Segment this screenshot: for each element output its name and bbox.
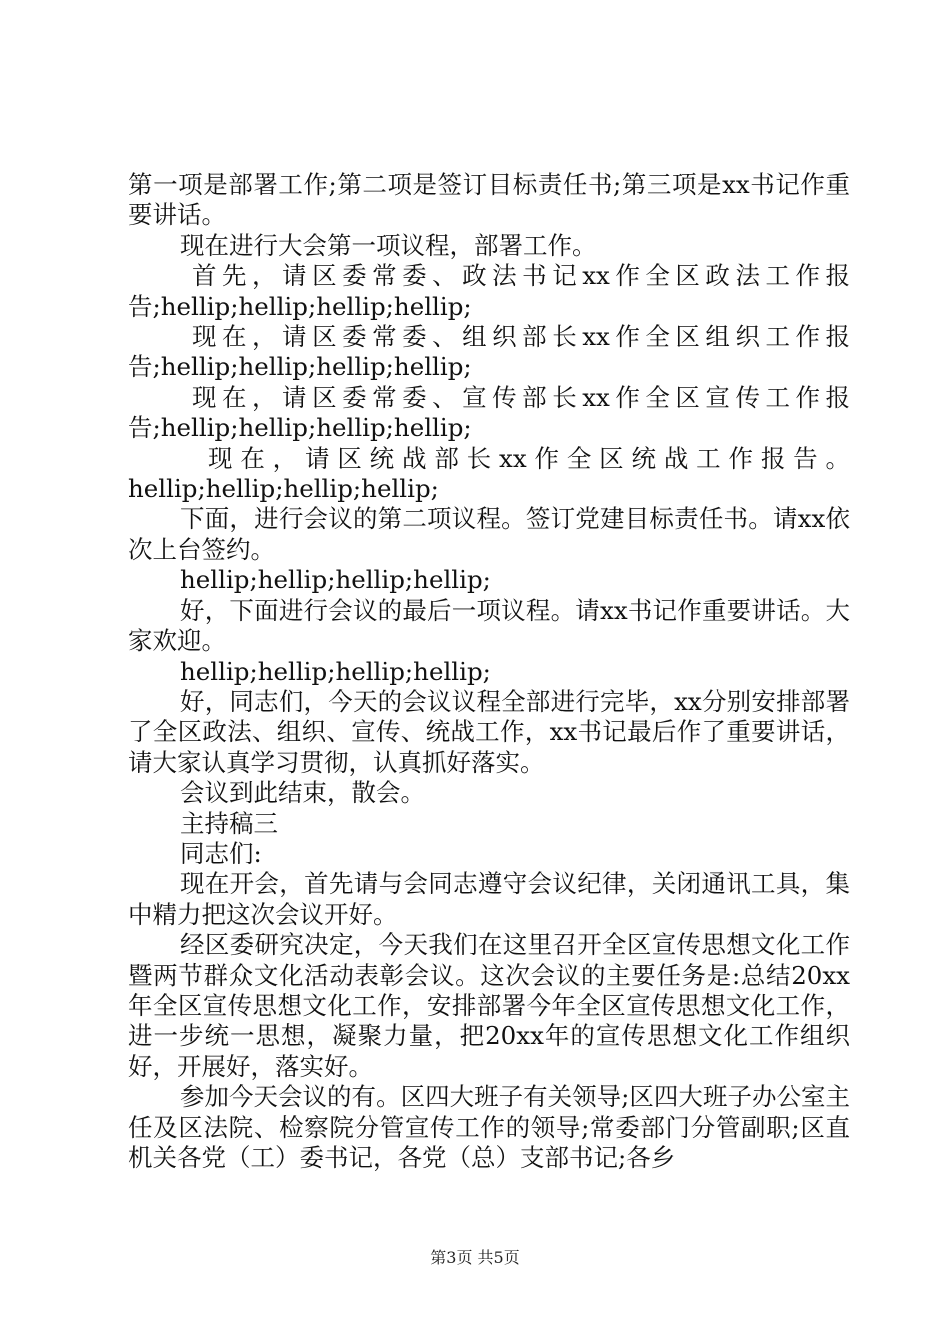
paragraph: hellip;hellip;hellip;hellip;: [180, 565, 491, 595]
paragraph: 参加今天会议的有。区四大班子有关领导;区四大班子办公室主任及区法院、检察院分管宣传工作的领导;常委部门分管副职;区直机关各党（工）委书记，各党（总）支部书记;各乡: [128, 1082, 850, 1172]
paragraph: 经区委研究决定，今天我们在这里召开全区宣传思想文化工作暨两节群众文化活动表彰会议。这次会议的主要任务是:总结20xx年全区宣传思想文化工作，安排部署今年全区宣传思想文化工作，进一步统一思想，凝聚力量，把20xx年的宣传思想文化工作组织好，开展好，落实好。: [128, 930, 850, 1081]
paragraph: 现在，请区委常委、组织部长xx作全区组织工作报告;hellip;hellip;hellip;hellip;: [128, 322, 850, 382]
paragraph: 下面，进行会议的第二项议程。签订党建目标责任书。请xx依次上台签约。: [128, 504, 850, 564]
paragraph: 好，同志们，今天的会议议程全部进行完毕，xx分别安排部署了全区政法、组织、宣传、统战工作，xx书记最后作了重要讲话，请大家认真学习贯彻，认真抓好落实。: [128, 686, 850, 777]
salutation: 同志们:: [180, 838, 262, 868]
paragraph: 现在进行大会第一项议程，部署工作。: [180, 230, 597, 260]
paragraph: 首先，请区委常委、政法书记xx作全区政法工作报告;hellip;hellip;hellip;hellip;: [128, 261, 850, 321]
paragraph: 好，下面进行会议的最后一项议程。请xx书记作重要讲话。大家欢迎。: [128, 595, 850, 656]
paragraph: 现在开会，首先请与会同志遵守会议纪律，关闭通讯工具，集中精力把这次会议开好。: [128, 869, 850, 929]
page-number-footer: 第3页 共5页: [430, 1248, 520, 1267]
section-heading: 主持稿三: [180, 808, 278, 838]
paragraph: 现在，请区统战部长xx作全区统战工作报告。hellip;hellip;hellip;hellip;: [128, 443, 850, 504]
document-body: [128, 170, 850, 1173]
paragraph: 会议到此结束，散会。: [180, 778, 425, 808]
paragraph: 现在，请区委常委、宣传部长xx作全区宣传工作报告;hellip;hellip;hellip;hellip;: [128, 382, 850, 443]
paragraph: hellip;hellip;hellip;hellip;: [180, 656, 491, 686]
paragraph: 第一项是部署工作;第二项是签订目标责任书;第三项是xx书记作重要讲话。: [128, 170, 850, 230]
